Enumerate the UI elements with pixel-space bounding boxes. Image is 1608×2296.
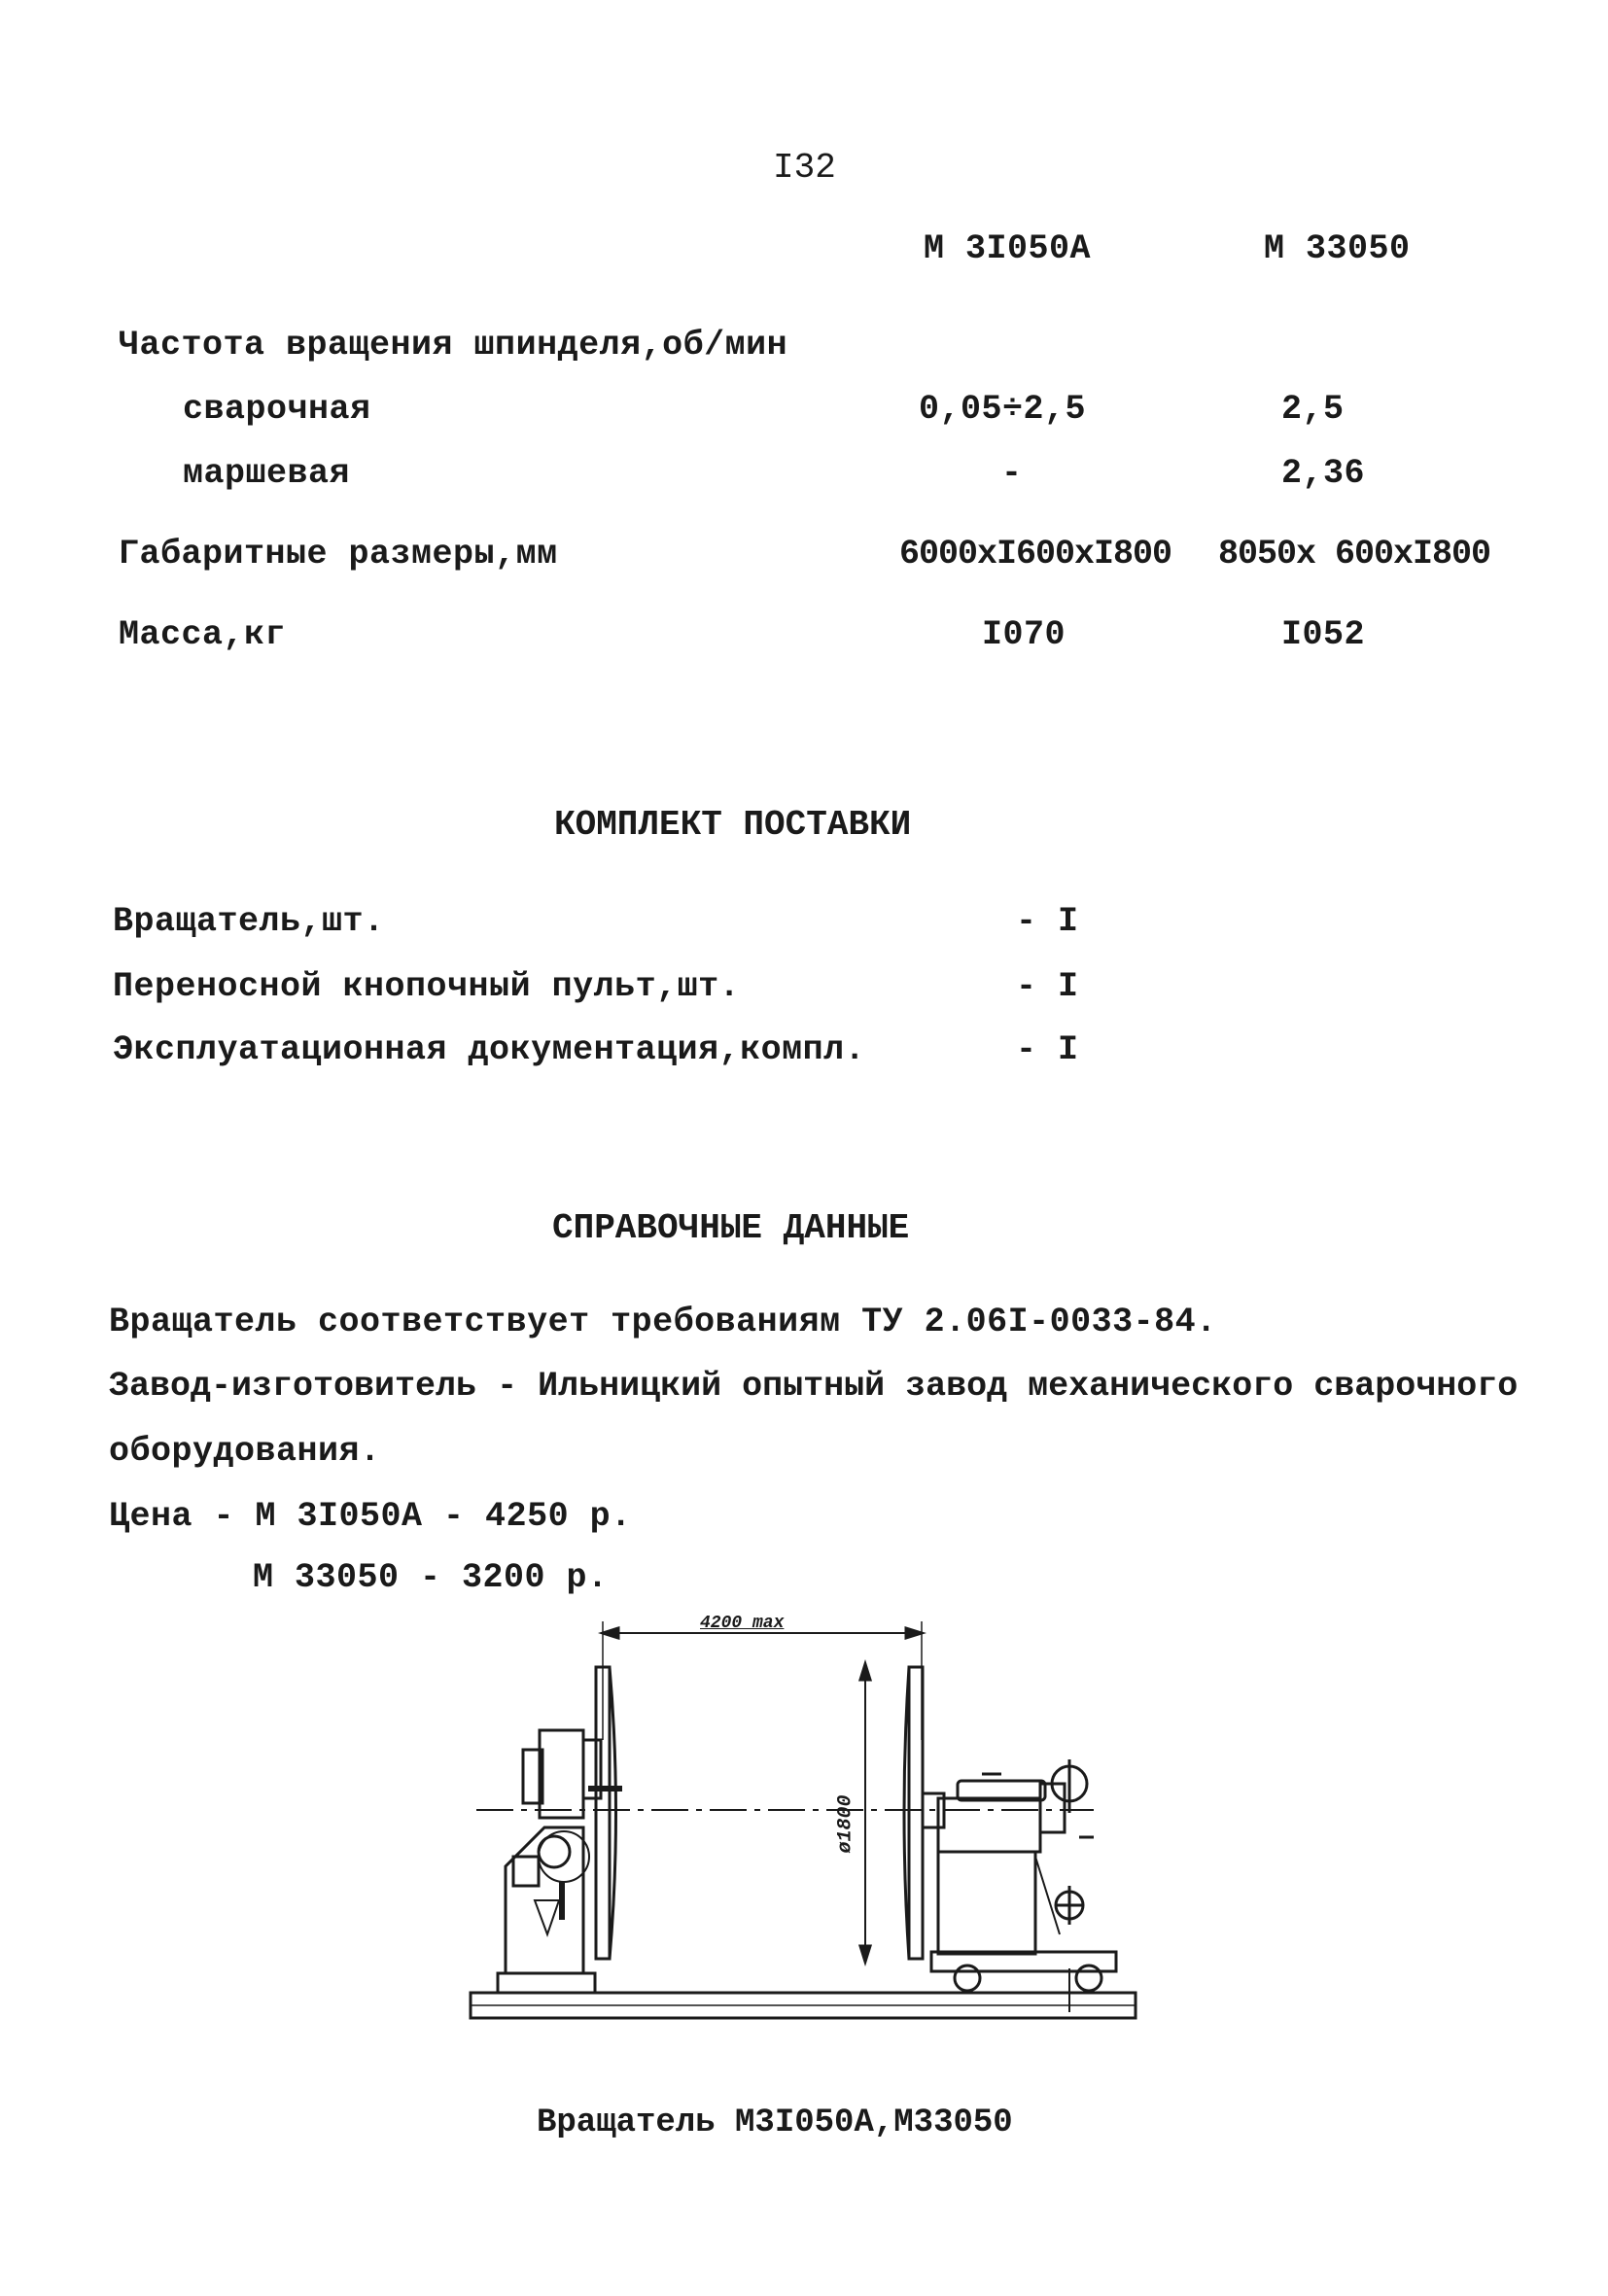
page-number: I32 [773, 148, 836, 188]
reference-line-manufacturer: Завод-изготовитель - Ильницкий опытный завод механического сварочного [109, 1367, 1519, 1406]
delivery-qty-remote: - I [1016, 967, 1079, 1006]
dimension-diameter-label: ø1800 [834, 1794, 857, 1854]
column-header-m33050: М 33050 [1264, 229, 1411, 268]
spec-value-mass-m33050: I052 [1281, 615, 1366, 654]
left-faceplate [588, 1667, 622, 1959]
spec-label-mass: Масса,кг [119, 615, 287, 654]
reference-title: СПРАВОЧНЫЕ ДАННЫЕ [552, 1208, 910, 1248]
delivery-item-remote: Переносной кнопочный пульт,шт. [113, 967, 741, 1006]
reference-line-price-1: Цена - М 3I050А - 4250 р. [109, 1497, 632, 1536]
headstock [498, 1730, 601, 1993]
delivery-title: КОМПЛЕКТ ПОСТАВКИ [554, 805, 912, 845]
spec-label-dimensions: Габаритные размеры,мм [119, 535, 558, 574]
spec-label-welding: сварочная [183, 390, 371, 429]
dimension-length-line [603, 1621, 922, 1740]
spec-value-dimensions-m31050a: 6000хI600хI800 [899, 535, 1172, 574]
spec-label-marching: маршевая [183, 454, 351, 493]
spec-value-welding-m33050: 2,5 [1281, 390, 1345, 429]
reference-line-price-2: М 33050 - 3200 р. [253, 1558, 609, 1597]
reference-line-standard: Вращатель соответствует требованиям ТУ 2.06I-0033-84. [109, 1303, 1217, 1341]
drawing-caption: Вращатель М3I050А,М33050 [537, 2105, 1013, 2141]
delivery-qty-docs: - I [1016, 1030, 1079, 1069]
column-header-m31050a: М 3I050А [924, 229, 1092, 268]
reference-line-manufacturer-cont: оборудования. [109, 1432, 381, 1471]
spec-label-spindle-speed: Частота вращения шпинделя,об/мин [119, 326, 788, 365]
dimension-diameter-line [860, 1664, 870, 1962]
spec-value-dimensions-m33050: 8050х 600хI800 [1218, 535, 1491, 574]
spec-value-mass-m31050a: I070 [982, 615, 1066, 654]
spec-value-marching-m33050: 2,36 [1281, 454, 1366, 493]
spec-value-welding-m31050a: 0,05÷2,5 [919, 390, 1087, 429]
spec-value-marching-m31050a: - [1001, 454, 1023, 493]
delivery-item-rotator: Вращатель,шт. [113, 902, 385, 941]
delivery-item-docs: Эксплуатационная документация,компл. [113, 1030, 866, 1069]
dimension-length-label: 4200 max [700, 1614, 785, 1633]
tailstock-cart [931, 1759, 1116, 2012]
delivery-qty-rotator: - I [1016, 902, 1079, 941]
